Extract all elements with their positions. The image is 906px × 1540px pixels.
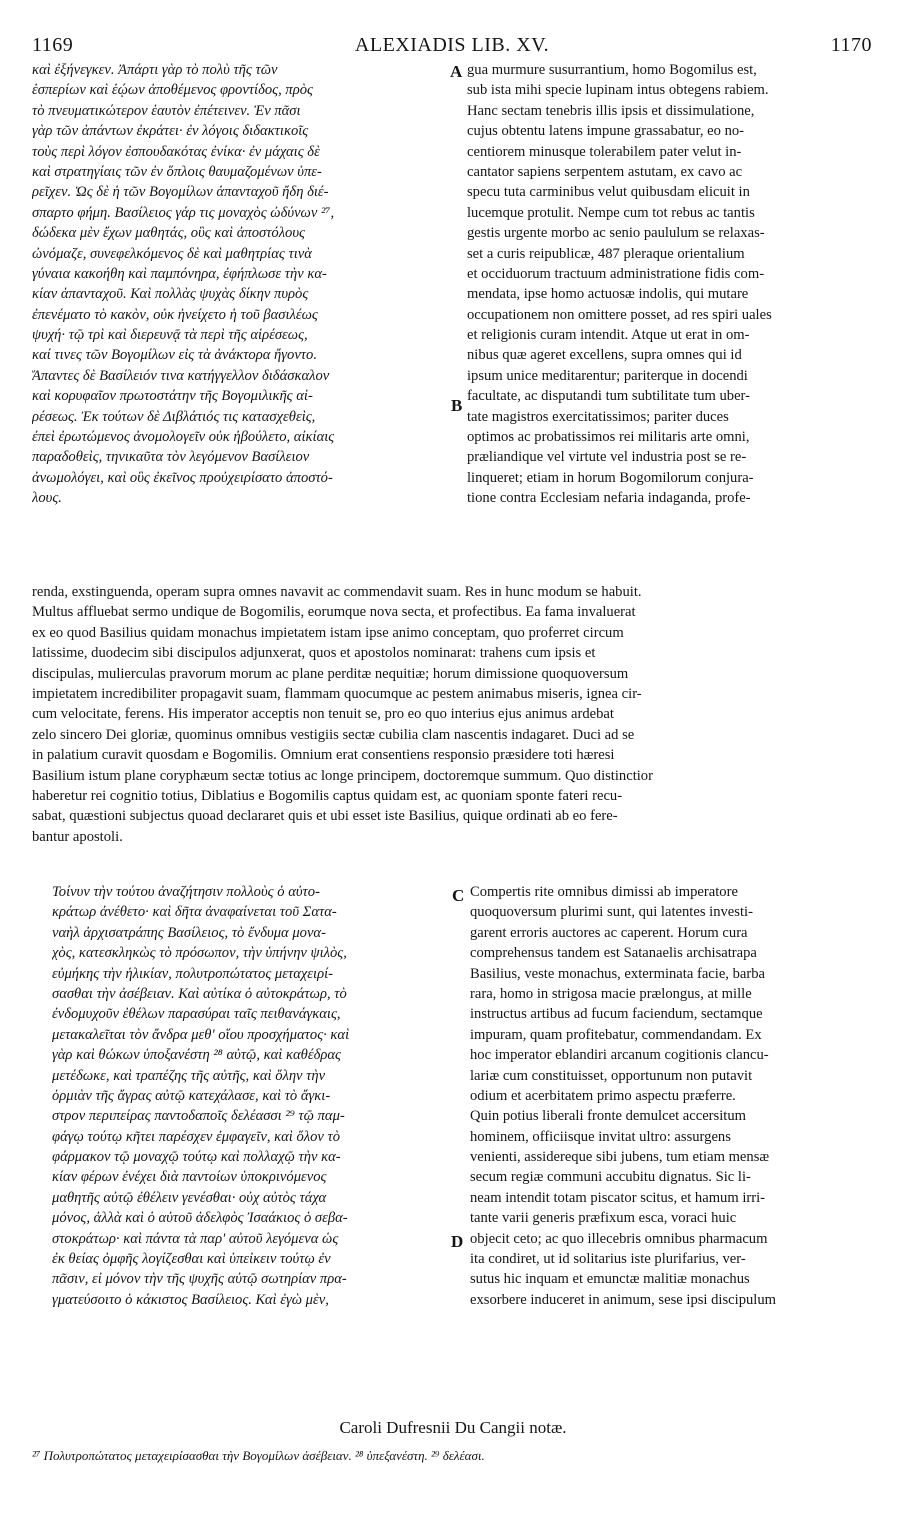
- greek-text-line: γύναια κακοήθη καὶ παμπόνηρα, ἐφήπλωσε τὴν κα-: [32, 265, 327, 282]
- latin-text-line: Hanc sectam tenebris illis ipsis et dissimulatione,: [467, 102, 755, 119]
- latin-text-line: impuram, quam profitebatur, commendandam. Ex: [470, 1026, 762, 1043]
- greek-text-line: Τοίνυν τὴν τούτου ἀναζήτησιν πολλοὺς ὁ αὐτο-: [52, 884, 320, 900]
- latin-text-line: gestis urgente morbo ac senio paululum se relaxas-: [467, 225, 765, 242]
- latin-text-line: tione contra Ecclesiam nefaria indaganda, profe-: [467, 490, 751, 507]
- latin-text-line: odium et acerbitatem primo aspectu præferre.: [470, 1087, 736, 1104]
- latin-text-line: hoc imperator eblandiri arcanum cogitionis clancu-: [470, 1047, 769, 1064]
- latin-text-line: facultate, ac disputandi tum subtilitate tum uber-: [467, 388, 750, 405]
- latin-text-line: præliandique vel virtute vel industria post se re-: [467, 449, 747, 466]
- latin-text-line: Multus affluebat sermo undique de Bogomilis, eorumque nova secta, et profectibus. Ea fama invaluerat: [32, 604, 636, 621]
- greek-text-line: στρον περιπείρας παντοδαποῖς δελέασσι ²⁹ τῷ παμ-: [52, 1108, 345, 1125]
- greek-text-line: ρεῖχεν. Ὡς δὲ ἡ τῶν Βογομίλων ἁπανταχοῦ ἤδη διέ-: [32, 184, 329, 201]
- notes-heading: Caroli Dufresnii Du Cangii notæ.: [339, 1418, 567, 1437]
- latin-text-line: cantator sapiens serpentem astutam, ex cavo ac: [467, 163, 743, 180]
- greek-text-line: καὶ ἐξήνεγκεν. Ἀπάρτι γὰρ τὸ πολὺ τῆς τῶν: [32, 62, 278, 78]
- latin-text-line: centiorem minusque tolerabilem pater velut in-: [467, 143, 742, 160]
- greek-text-line: τοὺς περὶ λόγον ἐσπουδακότας ἐνίκα· ἐν μάχαις δὲ: [32, 143, 320, 160]
- latin-text-line: hominem, officiisque invitat ultro: assurgens: [470, 1128, 731, 1145]
- latin-text-line: in palatium curavit quosdam e Bogomilis. Omnium erat consentiens responsio præsidere toti hæresi: [32, 747, 615, 764]
- latin-text-line: comprehensus tandem est Satanaelis archisatrapa: [470, 945, 757, 962]
- latin-text-line: discipulas, mulierculas pravorum morum ac plane perditæ nequitiæ; horum dimissione quoquoversum: [32, 665, 629, 682]
- latin-text-line: impietatem incredibiliter propagavit suam, flammam quocumque ac pestem animabus miseris, ignea cir-: [32, 685, 642, 702]
- page-number-right: 1170: [830, 34, 872, 56]
- latin-full-width-passage: [32, 582, 874, 847]
- greek-text-line: καὶ κορυφαῖον πρωτοστάτην τῆς Βογομιλικῆς αἱ-: [32, 388, 313, 405]
- latin-text-line: specu tuta carminibus velut quibusdam elicuit in: [467, 184, 750, 201]
- greek-text-line: ναὴλ ἀρχισατράπης Βασίλειος, τὸ ἔνδυμα μονα-: [52, 924, 326, 941]
- latin-text-line: sutus hic inquam et emunctæ malitiæ monachus: [470, 1271, 750, 1288]
- greek-text-line: δώδεκα μὲν ἔχων μαθητάς, οὓς καὶ ἀποστόλους: [32, 225, 305, 242]
- latin-text-line: Quin potius liberali fronte demulcet accersitum: [470, 1108, 746, 1125]
- latin-text-line: instructus artibus ad fucum faciendum, sectamque: [470, 1006, 763, 1023]
- running-title: ALEXIADIS LIB. XV.: [354, 34, 550, 56]
- greek-text-line: λους.: [32, 490, 62, 507]
- latin-text-line: sabat, quæstioni subjectus quoad declararet quis et ubi esset iste Basilius, quique ordinati ab eo fere-: [32, 808, 618, 825]
- latin-text-line: lucemque protulit. Nempe cum tot rebus ac tantis: [467, 204, 755, 221]
- latin-text-line: quoquoversum plurimi sunt, qui latentes investi-: [470, 904, 753, 921]
- latin-text-line: et occiduorum tractuum administratione fidis com-: [467, 265, 765, 282]
- latin-text-line: objecit ceto; ac quo illecebris omnibus pharmacum: [470, 1230, 768, 1247]
- greek-text-line: ἀνωμολόγει, καὶ οὓς ἐκεῖνος προὐχειρίσατο ἀποστό-: [32, 469, 333, 486]
- latin-text-line: neam intendit totam piscator scitus, et hamum irri-: [470, 1189, 766, 1206]
- greek-text-line: παραδοθεὶς, τηνικαῦτα τὸν λεγόμενον Βασίλειον: [32, 449, 310, 466]
- greek-text-line: πᾶσιν, εἰ μόνον τὴν τῆς ψυχῆς αὐτῷ σωτηρίαν πρα-: [52, 1271, 347, 1288]
- greek-text-line: στοκράτωρ· καὶ πάντα τὰ παρ' αὐτοῦ λεγόμενα ὡς: [52, 1230, 339, 1247]
- latin-text-line: ex eo quod Basilius quidam monachus impietatem istam ipse animo conceptam, quo proferret circum: [32, 624, 624, 641]
- greek-text-line: ἐπενέματο τὸ κακὸν, οὐκ ἠνείχετο ἡ τοῦ βασιλέως: [32, 306, 318, 323]
- latin-text-line: linqueret; etiam in horum Bogomilorum conjura-: [467, 469, 754, 486]
- latin-text-line: zelo sincero Dei gloriæ, quominus omnibus vestigiis sectæ cubilia clam nascentis indagaret. Duci ad se: [32, 726, 635, 743]
- latin-column-bottom: [470, 882, 876, 1310]
- latin-text-line: bantur apostoli.: [32, 828, 123, 845]
- latin-text-line: exsorbere induceret in animum, sese ipsi discipulum: [470, 1291, 776, 1308]
- greek-text-line: ὠνόμαζε, συνεφελκόμενος δὲ καὶ μαθητρίας τινὰ: [32, 245, 312, 262]
- greek-text-line: καί τινες τῶν Βογομίλων εἰς τὰ ἀνάκτορα ἤγοντο.: [32, 347, 317, 364]
- latin-text-line: renda, exstinguenda, operam supra omnes navavit ac commendavit suam. Res in hunc modum se habuit.: [32, 584, 642, 600]
- greek-text-line: κίαν ἁπανταχοῦ. Καὶ πολλὰς ψυχὰς δίκην πυρὸς: [32, 286, 309, 303]
- latin-text-line: garent erroris auctores ac caperent. Horum cura: [470, 924, 748, 941]
- section-marker-a: A: [450, 62, 463, 81]
- greek-text-line: γὰρ τῶν ἁπάντων ἐκράτει· ἐν λόγοις διδακτικοῖς: [32, 123, 309, 140]
- latin-text-line: cujus obtentu latens impune grassabatur, eo no-: [467, 123, 745, 140]
- page-header: [32, 34, 872, 60]
- latin-text-line: occupationem non omittere posset, ad res spiri uales: [467, 306, 772, 323]
- latin-text-line: venienti, assidereque sibi jubens, tum etiam mensæ: [470, 1149, 770, 1166]
- section-marker-b: B: [451, 396, 463, 415]
- greek-text-line: ἑσπερίων καὶ ἑῴων ἀποθέμενος φροντίδος, πρὸς: [32, 82, 313, 99]
- latin-text-line: mendata, ipse homo actuosæ indolis, qui mutare: [467, 286, 749, 303]
- greek-text-line: γματεύσοιτο ὁ κάκιστος Βασίλειος. Καὶ ἐγὼ μὲν,: [52, 1291, 329, 1308]
- section-marker-d: D: [451, 1232, 464, 1251]
- page-number-left: 1169: [32, 34, 74, 56]
- greek-column-top: [32, 60, 457, 509]
- latin-text-line: gua murmure susurrantium, homo Bogomilus est,: [467, 62, 757, 78]
- latin-text-line: set a curis reipublicæ, 487 pleraque orientalium: [467, 245, 745, 262]
- greek-text-line: γὰρ καὶ θώκων ὑποξανέστη ²⁸ αὐτῷ, καὶ καθέδρας: [52, 1047, 341, 1064]
- greek-column-bottom: [52, 882, 454, 1310]
- footnote-line: ²⁷ Πολυτροπώτατος μεταχειρίσασθαι τὴν Βογομίλων ἀσέβειαν. ²⁸ ὑπεξανέστη. ²⁹ δελέασι.: [32, 1448, 485, 1463]
- greek-text-line: κράτωρ ἀνέθετο· καὶ δῆτα ἀναφαίνεται τοῦ Σατα-: [52, 904, 337, 921]
- greek-text-line: εὐμήκης τὴν ἡλικίαν, πολυτροπώτατος μεταχειρί-: [52, 965, 334, 982]
- greek-text-line: ἐπεὶ ἐρωτώμενος ἀνομολογεῖν οὐκ ἠβούλετο, αἰκίαις: [32, 429, 335, 446]
- latin-text-line: optimos ac probatissimos rei militaris arte omni,: [467, 429, 750, 446]
- latin-column-top: [467, 60, 875, 509]
- greek-text-line: μόνος, ἀλλὰ καὶ ὁ αὐτοῦ ἀδελφὸς Ἰσαάκιος ὁ σεβα-: [52, 1210, 348, 1227]
- latin-text-line: Compertis rite omnibus dimissi ab imperatore: [470, 884, 738, 900]
- latin-text-line: secum regiæ communi accubitu dignatus. Sic li-: [470, 1169, 751, 1186]
- latin-text-line: Basilium istum plane coryphæum sectæ totius ac longe principem, doctoremque summum. Quo distinctior: [32, 767, 653, 784]
- latin-text-line: cum velocitate, ferens. His imperator acceptis non tenuit se, pro eo quo interius ejus animus ardebat: [32, 706, 614, 723]
- latin-text-line: tante varii generis præfixum esca, voraci huic: [470, 1210, 737, 1227]
- greek-text-line: Ἅπαντες δὲ Βασίλειόν τινα κατήγγελλον διδάσκαλον: [32, 367, 330, 384]
- section-marker-c: C: [452, 886, 465, 905]
- greek-text-line: σπαρτο φήμη. Βασίλειος γάρ τις μοναχὸς ὠδύνων ²⁷,: [32, 204, 335, 221]
- greek-text-line: ἐνδομυχοῦν ἐθέλων παρασύραι ταῖς πειθανάγκαις,: [52, 1006, 341, 1023]
- greek-text-line: καὶ στρατηγίαις τῶν ἐν ὅπλοις θαυμαζομένων ὑπε-: [32, 163, 322, 180]
- greek-text-line: μαθητῆς αὐτῷ ἐθέλειν γενέσθαι· οὐχ αὐτὸς τάχα: [52, 1189, 327, 1206]
- greek-text-line: ὁρμιὰν τῆς ἄγρας αὐτῷ κατεχάλασε, καὶ τὸ ἄγκι-: [52, 1087, 331, 1104]
- greek-text-line: χὸς, κατεσκληκὼς τὸ πρόσωπον, τὴν ὑπήνην ψιλὸς,: [52, 945, 347, 962]
- latin-text-line: ipsum unice meditarentur; pariterque in docendi: [467, 367, 748, 384]
- greek-text-line: τὸ πνευματικώτερον ἑαυτὸν ἐπέτεινεν. Ἐν πᾶσι: [32, 102, 301, 119]
- greek-text-line: σασθαι τὴν ἀσέβειαν. Καὶ αὐτίκα ὁ αὐτοκράτωρ, τὸ: [52, 985, 347, 1002]
- latin-text-line: Basilius, veste monachus, exterminata facie, barba: [470, 965, 766, 982]
- greek-text-line: ψυχή· τῷ τρὶ καὶ διερευνᾷ τὰ περὶ τῆς αἱρέσεως,: [32, 327, 308, 344]
- latin-text-line: haberetur rei cognitio totius, Diblatius e Bogomilis captus quidam est, ac quoniam sponte fateri recu-: [32, 787, 623, 804]
- greek-text-line: ἐκ θείας ὀμφῆς λογίζεσθαι καὶ ὑπεἰκειν τούτῳ ἐν: [52, 1251, 331, 1268]
- greek-text-line: μετέδωκε, καὶ τραπέζης τῆς αὐτῆς, καὶ ὅλην τὴν: [52, 1067, 326, 1084]
- latin-text-line: ita condiret, ut id solitarius iste plurifarius, ver-: [470, 1251, 746, 1268]
- latin-text-line: et religionis curam intendit. Atque ut erat in om-: [467, 327, 750, 344]
- latin-text-line: lariæ cum constituisset, opportunum non putavit: [470, 1067, 753, 1084]
- greek-text-line: ρέσεως. Ἐκ τούτων δὲ Διβλάτιός τις κατασχεθεὶς,: [32, 408, 316, 425]
- greek-text-line: φάγῳ τούτῳ κῆτει παρέσχεν ἐμφαγεῖν, καὶ ὅλον τὸ: [52, 1128, 341, 1145]
- latin-text-line: rara, homo in strigosa macie prælongus, at mille: [470, 985, 752, 1002]
- latin-text-line: tate magistros exercitatissimos; pariter duces: [467, 408, 729, 425]
- latin-text-line: sub ista mihi specie lupinam intus obtegens rabiem.: [467, 82, 769, 99]
- latin-text-line: latissime, duodecim sibi discipulos adjunxerat, quos et apostolos nominarat: trahens cum ipsis et: [32, 645, 596, 662]
- greek-text-line: φάρμακον τῷ μοναχῷ τούτῳ καὶ πολλαχῷ τὴν κα-: [52, 1149, 341, 1166]
- latin-text-line: nibus quæ ageret excellens, supra omnes qui id: [467, 347, 742, 364]
- greek-text-line: μετακαλεῖται τὸν ἄνδρα μεθ' οἵου προσχήματος· καὶ: [52, 1026, 350, 1043]
- greek-text-line: κίαν φέρων ἐνέχει διὰ παντοίων ὑποκρινόμενος: [52, 1169, 327, 1186]
